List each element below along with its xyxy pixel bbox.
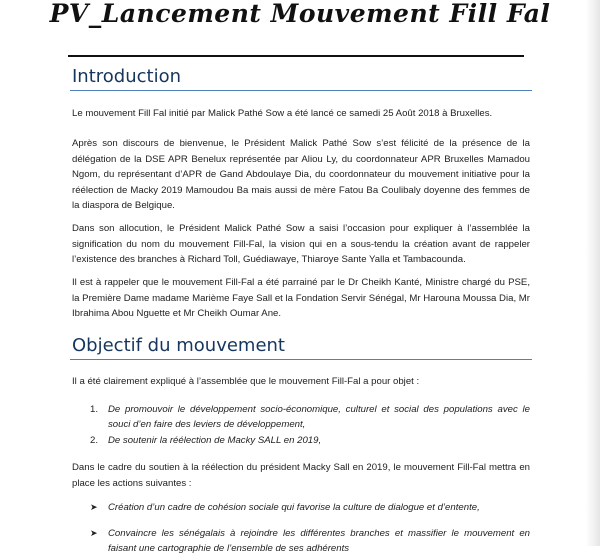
intro-paragraph-3: Dans son allocution, le Président Malick Pathé Sow a saisi l’occasion pour expliquer à l’assemblée la signification du nom du mouvement Fill-Fal, la vision qui en a sous-tendu la création avant de rappeler l’existence des branches à Richard Toll, Guédiawaye, Thiaroye Sante Yalla et Tambacounda. (72, 223, 530, 265)
heading-introduction-rule (70, 90, 532, 91)
arrow-bullet-icon: ➤ (90, 528, 98, 538)
heading-objectif-rule (70, 359, 532, 360)
page-edge-shadow (586, 0, 600, 546)
title-divider (68, 55, 524, 57)
bullet-item-text: Convaincre les sénégalais à rejoindre les différentes branches et massifier le mouvement en faisant une cartographie de l’ensemble de ses adhérents (108, 528, 530, 554)
intro-paragraph-2: Après son discours de bienvenue, le Président Malick Pathé Sow s’est félicité de la présence de la délégation de la DSE APR Benelux représentée par Aliou Ly, du coordonnateur APR Bruxelles Mamadou Ngom, du représentant d’APR de Gand Abdoulaye Dia, du coordonnateur du mouvement initiative pour la réélection de Macky 2019 Mamoudou Ba mais aussi de mère Fatou Ba Coulibaly doyenne des femmes de la diaspora de Belgique. (72, 138, 530, 211)
list-number: 2. (90, 435, 99, 446)
bullet-item-text: Création d’un cadre de cohésion sociale qui favorise la culture de dialogue et d’entente, (108, 502, 480, 513)
heading-introduction: Introduction (72, 66, 182, 87)
actions-intro: Dans le cadre du soutien à la réélection du président Macky Sall en 2019, le mouvement Fill-Fal mettra en place les actions suivantes : (72, 462, 530, 489)
document-title: PV_Lancement Mouvement Fill Fal (49, 0, 551, 28)
objectif-intro: Il a été clairement expliqué à l’assemblée que le mouvement Fill-Fal a pour objet : (72, 376, 420, 387)
intro-paragraph-4: Il est à rappeler que le mouvement Fill-Fal a été parrainé par le Dr Cheikh Kanté, Ministre chargé du PSE, la Première Dame madame Marième Faye Sall et la Fondation Servir Sénégal, Mr Harouna Moussa Dia, Mr Ibrahima Abou Nguette et Mr Cheikh Oumar Ane. (72, 277, 530, 319)
arrow-bullet-icon: ➤ (90, 502, 98, 512)
intro-paragraph-1: Le mouvement Fill Fal initié par Malick Pathé Sow a été lancé ce samedi 25 Août 2018 à Bruxelles. (72, 108, 493, 119)
heading-objectif: Objectif du mouvement (72, 335, 285, 356)
list-item-text: De soutenir la réélection de Macky SALL en 2019, (108, 435, 322, 446)
list-number: 1. (90, 404, 99, 415)
list-item-text: De promouvoir le développement socio-économique, culturel et social des populations avec le souci d’en faire des leviers de développement, (108, 404, 530, 430)
